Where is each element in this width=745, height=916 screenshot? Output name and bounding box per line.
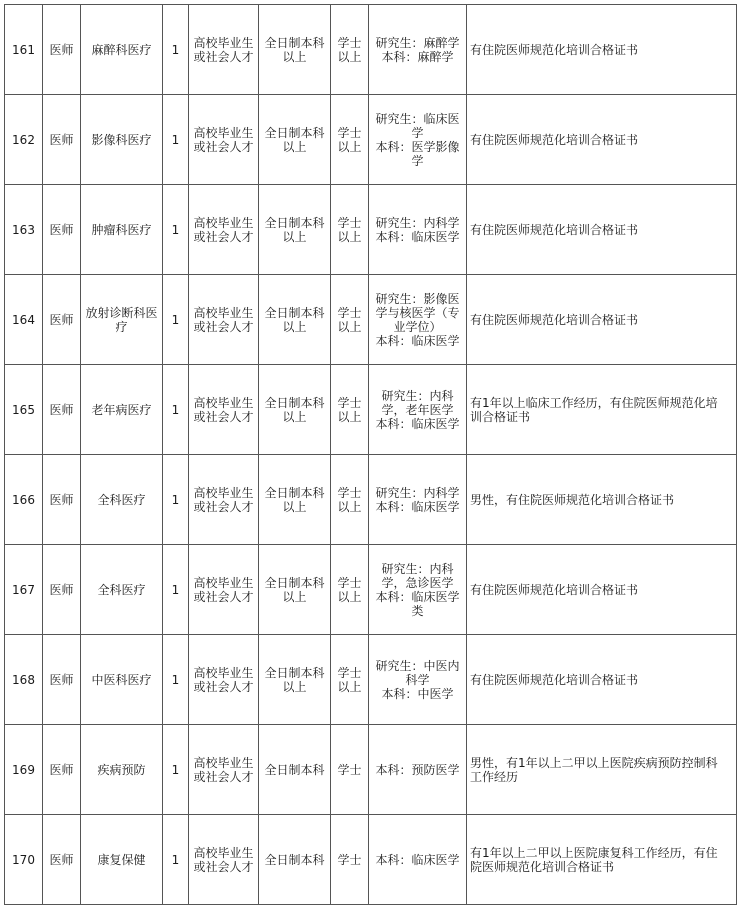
- row-number-cell: 162: [5, 95, 43, 185]
- applicant-source-cell: 高校毕业生 或社会人才: [189, 95, 259, 185]
- major-cell: 研究生：麻醉学 本科：麻醉学: [369, 5, 467, 95]
- requirements-cell: 有住院医师规范化培训合格证书: [467, 95, 737, 185]
- row-number-cell: 165: [5, 365, 43, 455]
- requirements-cell: 男性，有1年以上二甲以上医院疾病预防控制科 工作经历: [467, 725, 737, 815]
- major-cell: 研究生：内科 学，急诊医学 本科：临床医学 类: [369, 545, 467, 635]
- major-cell: 研究生：临床医 学 本科：医学影像 学: [369, 95, 467, 185]
- requirements-cell: 男性，有住院医师规范化培训合格证书: [467, 455, 737, 545]
- row-number-cell: 167: [5, 545, 43, 635]
- education-cell: 全日制本科 以上: [259, 185, 331, 275]
- post-name-cell: 医师: [43, 365, 81, 455]
- table-row: [5, 815, 737, 905]
- row-number-cell: 163: [5, 185, 43, 275]
- degree-cell: 学士 以上: [331, 185, 369, 275]
- major-cell: 研究生：中医内 科学 本科：中医学: [369, 635, 467, 725]
- major-cell: 研究生：内科学 本科：临床医学: [369, 185, 467, 275]
- education-cell: 全日制本科 以上: [259, 635, 331, 725]
- department-cell: 全科医疗: [81, 455, 163, 545]
- applicant-source-cell: 高校毕业生 或社会人才: [189, 455, 259, 545]
- applicant-source-cell: 高校毕业生 或社会人才: [189, 725, 259, 815]
- applicant-source-cell: 高校毕业生 或社会人才: [189, 275, 259, 365]
- headcount-cell: 1: [163, 455, 189, 545]
- applicant-source-cell: 高校毕业生 或社会人才: [189, 635, 259, 725]
- department-cell: 肿瘤科医疗: [81, 185, 163, 275]
- post-name-cell: 医师: [43, 95, 81, 185]
- requirements-cell: 有住院医师规范化培训合格证书: [467, 635, 737, 725]
- degree-cell: 学士 以上: [331, 365, 369, 455]
- row-number-cell: 164: [5, 275, 43, 365]
- row-number-cell: 166: [5, 455, 43, 545]
- requirements-cell: 有住院医师规范化培训合格证书: [467, 185, 737, 275]
- major-cell: 本科：临床医学: [369, 815, 467, 905]
- post-name-cell: 医师: [43, 725, 81, 815]
- requirements-cell: 有住院医师规范化培训合格证书: [467, 5, 737, 95]
- degree-cell: 学士 以上: [331, 455, 369, 545]
- table-row: [5, 185, 737, 275]
- degree-cell: 学士 以上: [331, 635, 369, 725]
- department-cell: 康复保健: [81, 815, 163, 905]
- table-row: [5, 275, 737, 365]
- degree-cell: 学士 以上: [331, 275, 369, 365]
- post-name-cell: 医师: [43, 5, 81, 95]
- department-cell: 麻醉科医疗: [81, 5, 163, 95]
- education-cell: 全日制本科 以上: [259, 275, 331, 365]
- headcount-cell: 1: [163, 365, 189, 455]
- table-row: [5, 545, 737, 635]
- recruitment-table: [4, 4, 737, 905]
- applicant-source-cell: 高校毕业生 或社会人才: [189, 815, 259, 905]
- education-cell: 全日制本科: [259, 725, 331, 815]
- headcount-cell: 1: [163, 185, 189, 275]
- applicant-source-cell: 高校毕业生 或社会人才: [189, 5, 259, 95]
- row-number-cell: 161: [5, 5, 43, 95]
- requirements-cell: 有1年以上二甲以上医院康复科工作经历，有住 院医师规范化培训合格证书: [467, 815, 737, 905]
- headcount-cell: 1: [163, 725, 189, 815]
- department-cell: 全科医疗: [81, 545, 163, 635]
- degree-cell: 学士 以上: [331, 95, 369, 185]
- post-name-cell: 医师: [43, 635, 81, 725]
- education-cell: 全日制本科: [259, 815, 331, 905]
- education-cell: 全日制本科 以上: [259, 365, 331, 455]
- row-number-cell: 170: [5, 815, 43, 905]
- headcount-cell: 1: [163, 815, 189, 905]
- degree-cell: 学士: [331, 815, 369, 905]
- department-cell: 影像科医疗: [81, 95, 163, 185]
- education-cell: 全日制本科 以上: [259, 455, 331, 545]
- degree-cell: 学士: [331, 725, 369, 815]
- requirements-cell: 有1年以上临床工作经历，有住院医师规范化培 训合格证书: [467, 365, 737, 455]
- table-row: [5, 5, 737, 95]
- headcount-cell: 1: [163, 635, 189, 725]
- table-row: [5, 635, 737, 725]
- major-cell: 研究生：影像医 学与核医学（专 业学位） 本科：临床医学: [369, 275, 467, 365]
- headcount-cell: 1: [163, 5, 189, 95]
- post-name-cell: 医师: [43, 815, 81, 905]
- major-cell: 研究生：内科学 本科：临床医学: [369, 455, 467, 545]
- headcount-cell: 1: [163, 545, 189, 635]
- headcount-cell: 1: [163, 95, 189, 185]
- education-cell: 全日制本科 以上: [259, 5, 331, 95]
- requirements-cell: 有住院医师规范化培训合格证书: [467, 545, 737, 635]
- post-name-cell: 医师: [43, 545, 81, 635]
- table-row: [5, 725, 737, 815]
- department-cell: 老年病医疗: [81, 365, 163, 455]
- table-row: [5, 365, 737, 455]
- education-cell: 全日制本科 以上: [259, 545, 331, 635]
- major-cell: 研究生：内科 学，老年医学 本科：临床医学: [369, 365, 467, 455]
- department-cell: 放射诊断科医 疗: [81, 275, 163, 365]
- degree-cell: 学士 以上: [331, 5, 369, 95]
- table-row: [5, 95, 737, 185]
- headcount-cell: 1: [163, 275, 189, 365]
- post-name-cell: 医师: [43, 275, 81, 365]
- applicant-source-cell: 高校毕业生 或社会人才: [189, 365, 259, 455]
- post-name-cell: 医师: [43, 185, 81, 275]
- education-cell: 全日制本科 以上: [259, 95, 331, 185]
- table-body: [5, 5, 737, 905]
- applicant-source-cell: 高校毕业生 或社会人才: [189, 545, 259, 635]
- row-number-cell: 169: [5, 725, 43, 815]
- department-cell: 中医科医疗: [81, 635, 163, 725]
- department-cell: 疾病预防: [81, 725, 163, 815]
- requirements-cell: 有住院医师规范化培训合格证书: [467, 275, 737, 365]
- applicant-source-cell: 高校毕业生 或社会人才: [189, 185, 259, 275]
- table-row: [5, 455, 737, 545]
- row-number-cell: 168: [5, 635, 43, 725]
- major-cell: 本科：预防医学: [369, 725, 467, 815]
- post-name-cell: 医师: [43, 455, 81, 545]
- degree-cell: 学士 以上: [331, 545, 369, 635]
